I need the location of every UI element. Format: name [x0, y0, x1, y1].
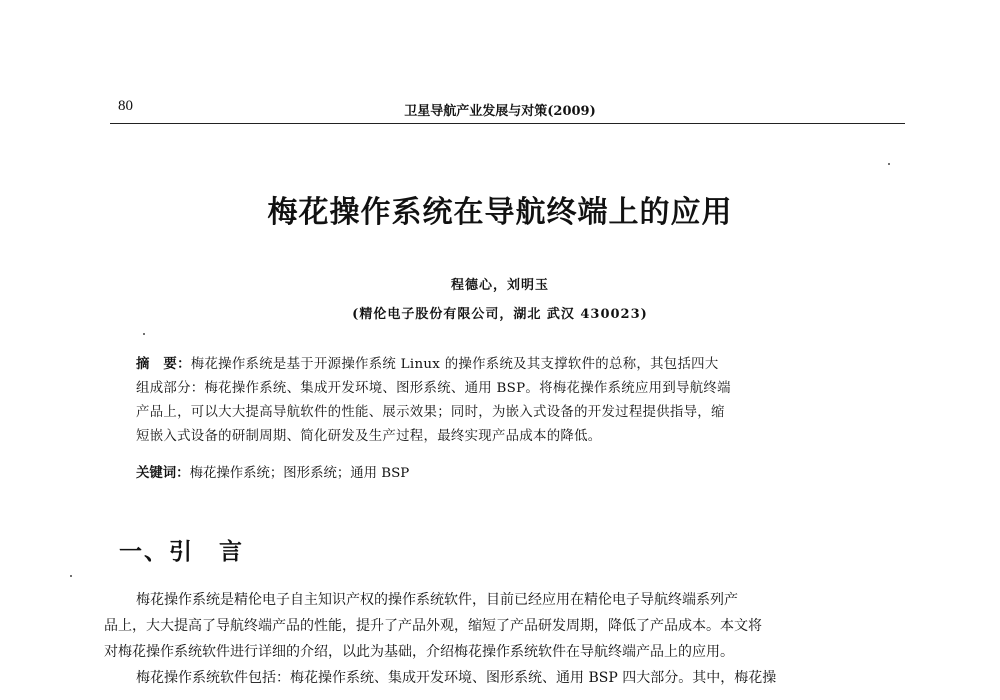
- scan-speck: [888, 163, 890, 165]
- body-line: 梅花操作系统软件包括：梅花操作系统、集成开发环境、图形系统、通用 BSP 四大部分。其中，梅花操: [136, 670, 777, 686]
- section-heading-introduction: 一、引 言: [119, 539, 244, 565]
- abstract-text: 梅花操作系统是基于开源操作系统 Linux 的操作系统及其支撑软件的总称，其包括四大: [190, 357, 719, 372]
- paper-authors: 程德心，刘明玉: [450, 278, 549, 293]
- scan-speck: [143, 333, 145, 335]
- abstract-block: [136, 352, 886, 449]
- scan-speck: [70, 575, 72, 577]
- paper-affiliation: (精伦电子股份有限公司，湖北 武汉 430023): [352, 307, 648, 322]
- abstract-label: 摘 要：: [136, 356, 191, 372]
- abstract-line: [136, 352, 886, 377]
- running-header-title: 卫星导航产业发展与对策(2009): [404, 104, 596, 119]
- abstract-line: 产品上，可以大大提高导航软件的性能、展示效果；同时，为嵌入式设备的开发过程提供指导，缩: [136, 405, 725, 420]
- abstract-line: 组成部分：梅花操作系统、集成开发环境、图形系统、通用 BSP。将梅花操作系统应用到导航终端: [136, 381, 731, 396]
- abstract-line: 短嵌入式设备的研制周期、简化研发及生产过程，最终实现产品成本的降低。: [136, 429, 602, 444]
- keywords-label: 关键词：: [136, 465, 190, 481]
- body-line: 对梅花操作系统软件进行详细的介绍，以此为基础，介绍梅花操作系统软件在导航终端产品上的应用。: [104, 644, 734, 660]
- paper-title: 梅花操作系统在导航终端上的应用: [267, 195, 733, 230]
- keywords-block: [136, 461, 886, 486]
- body-line: 梅花操作系统是精伦电子自主知识产权的操作系统软件，目前已经应用在精伦电子导航终端系列产: [136, 592, 738, 608]
- body-paragraphs: [104, 587, 904, 691]
- keywords-text: 梅花操作系统；图形系统；通用 BSP: [189, 466, 410, 481]
- page-number: 80: [118, 98, 133, 114]
- body-line: 品上，大大提高了导航终端产品的性能，提升了产品外观，缩短了产品研发周期，降低了产品成本。本文将: [104, 618, 762, 634]
- header-rule: [110, 123, 905, 124]
